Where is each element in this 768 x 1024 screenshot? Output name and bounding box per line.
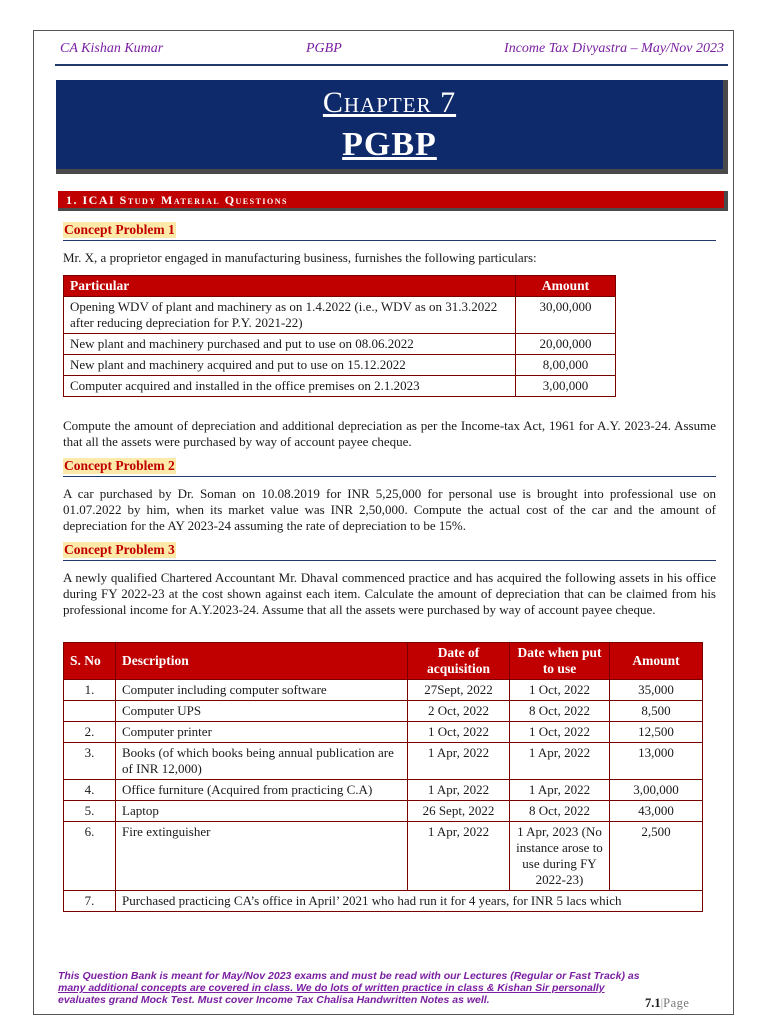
cell-sno: 3. (64, 743, 116, 780)
cell-date-put-to-use: 1 Apr, 2023 (No instance arose to use during FY 2022-23) (510, 822, 610, 891)
table-row (64, 801, 703, 822)
concept-problem-2-rule (63, 476, 716, 477)
col-description: Description (116, 643, 408, 680)
cell-sno (64, 701, 116, 722)
cell-date-acquisition: 26 Sept, 2022 (408, 801, 510, 822)
cell-amount: 8,500 (610, 701, 703, 722)
cell-sno: 7. (64, 891, 116, 912)
cell-particular: Computer acquired and installed in the office premises on 2.1.2023 (64, 376, 516, 397)
table-row (64, 743, 703, 780)
cell-date-put-to-use: 8 Oct, 2022 (510, 801, 610, 822)
cell-amount: 35,000 (610, 680, 703, 701)
concept-problem-3-label: Concept Problem 3 (64, 542, 175, 557)
cell-date-acquisition: 1 Oct, 2022 (408, 722, 510, 743)
chapter-title: PGBP (342, 126, 437, 163)
concept-problem-2-label: Concept Problem 2 (64, 458, 175, 473)
cell-description: Laptop (116, 801, 408, 822)
table-row (64, 376, 616, 397)
concept-problem-1-label: Concept Problem 1 (64, 222, 175, 237)
table-row (64, 891, 703, 912)
table-row (64, 722, 703, 743)
page-number: 7.1|Page (645, 996, 690, 1010)
cell-description: Fire extinguisher (116, 822, 408, 891)
cell-date-put-to-use: 1 Apr, 2022 (510, 743, 610, 780)
cell-date-put-to-use: 1 Oct, 2022 (510, 680, 610, 701)
cell-amount: 3,00,000 (610, 780, 703, 801)
cell-amount: 43,000 (610, 801, 703, 822)
footer-note (58, 970, 726, 1006)
col-particular: Particular (64, 276, 516, 297)
col-sno: S. No (64, 643, 116, 680)
cell-date-acquisition: 27Sept, 2022 (408, 680, 510, 701)
table-row (64, 780, 703, 801)
section-heading: 1. ICAI Study Material Questions (58, 191, 728, 211)
cell-amount: 3,00,000 (516, 376, 616, 397)
table-row (64, 822, 703, 891)
page-label: Page (663, 996, 690, 1010)
cell-description: Computer including computer software (116, 680, 408, 701)
cell-amount: 30,00,000 (516, 297, 616, 334)
col-amount: Amount (516, 276, 616, 297)
cell-amount: 13,000 (610, 743, 703, 780)
header-author: CA Kishan Kumar (60, 41, 164, 56)
cell-date-acquisition: 2 Oct, 2022 (408, 701, 510, 722)
table-header-row (64, 276, 616, 297)
cell-date-put-to-use: 8 Oct, 2022 (510, 701, 610, 722)
cell-amount: 12,500 (610, 722, 703, 743)
problem-3-text: A newly qualified Chartered Accountant Mr. Dhaval commenced practice and has acquired the following assets in his office during FY 2022-23 at the cost shown against each item. Calculate the amount of depreciation that can be claimed from his professional income for A.Y.2023-24. Assume that all the assets were purchased by way of account payee cheque. (63, 570, 716, 617)
cell-sno: 5. (64, 801, 116, 822)
cell-description: Office furniture (Acquired from practicing C.A) (116, 780, 408, 801)
table-row (64, 680, 703, 701)
table-row (64, 297, 616, 334)
chapter-number: Chapter 7 (322, 86, 457, 119)
cell-date-put-to-use: 1 Oct, 2022 (510, 722, 610, 743)
header-book: Income Tax Divyastra – May/Nov 2023 (504, 41, 724, 56)
problem-2-text: A car purchased by Dr. Soman on 10.08.2019 for INR 5,25,000 for personal use is brought into professional use on 01.07.2022 by him, when its market value was INR 2,50,000. Compute the actual cost of the car and the amount of depreciation for the AY 2023-24 assuming the rate of depreciation to be 15%. (63, 486, 716, 533)
cell-sno: 1. (64, 680, 116, 701)
cell-sno: 6. (64, 822, 116, 891)
footer-note-line-2: many additional concepts are covered in class. We do lots of written practice in class & Kishan Sir personally (58, 982, 605, 994)
cell-particular: New plant and machinery purchased and put to use on 08.06.2022 (64, 334, 516, 355)
cell-date-acquisition: 1 Apr, 2022 (408, 780, 510, 801)
header-rule (55, 64, 728, 66)
depreciation-table-1 (63, 275, 616, 397)
cell-particular: New plant and machinery acquired and put to use on 15.12.2022 (64, 355, 516, 376)
assets-table (63, 642, 703, 912)
running-header (60, 41, 724, 61)
table-row (64, 355, 616, 376)
problem-1-intro: Mr. X, a proprietor engaged in manufacturing business, furnishes the following particulars: (63, 250, 537, 265)
problem-1-question: Compute the amount of depreciation and additional depreciation as per the Income-tax Act, 1961 for A.Y. 2023-24. Assume that all the assets were purchased by way of account payee cheque. (63, 418, 716, 449)
concept-problem-1-rule (63, 240, 716, 241)
cell-date-put-to-use: 1 Apr, 2022 (510, 780, 610, 801)
footer-note-line-1: This Question Bank is meant for May/Nov 2023 exams and must be read with our Lectures (Regular or Fast Track) as (58, 970, 640, 982)
cell-description: Purchased practicing CA’s office in April’ 2021 who had run it for 4 years, for INR 5 lacs which (116, 891, 703, 912)
chapter-banner (56, 80, 728, 174)
col-amount: Amount (610, 643, 703, 680)
cell-date-acquisition: 1 Apr, 2022 (408, 822, 510, 891)
cell-amount: 2,500 (610, 822, 703, 891)
cell-sno: 2. (64, 722, 116, 743)
col-date-put-to-use: Date when put to use (510, 643, 610, 680)
cell-date-acquisition: 1 Apr, 2022 (408, 743, 510, 780)
col-date-acquisition: Date of acquisition (408, 643, 510, 680)
table-row (64, 701, 703, 722)
header-subject: PGBP (306, 41, 342, 56)
table-row (64, 334, 616, 355)
page-number-value: 7.1 (645, 996, 661, 1010)
cell-amount: 20,00,000 (516, 334, 616, 355)
cell-particular: Opening WDV of plant and machinery as on 1.4.2022 (i.e., WDV as on 31.3.2022 after reducing depreciation for P.Y. 2021-22) (64, 297, 516, 334)
cell-description: Computer printer (116, 722, 408, 743)
cell-description: Computer UPS (116, 701, 408, 722)
table-header-row (64, 643, 703, 680)
concept-problem-3-rule (63, 560, 716, 561)
cell-sno: 4. (64, 780, 116, 801)
cell-amount: 8,00,000 (516, 355, 616, 376)
footer-note-line-3: evaluates grand Mock Test. Must cover Income Tax Chalisa Handwritten Notes as well. (58, 994, 490, 1006)
cell-description: Books (of which books being annual publication are of INR 12,000) (116, 743, 408, 780)
